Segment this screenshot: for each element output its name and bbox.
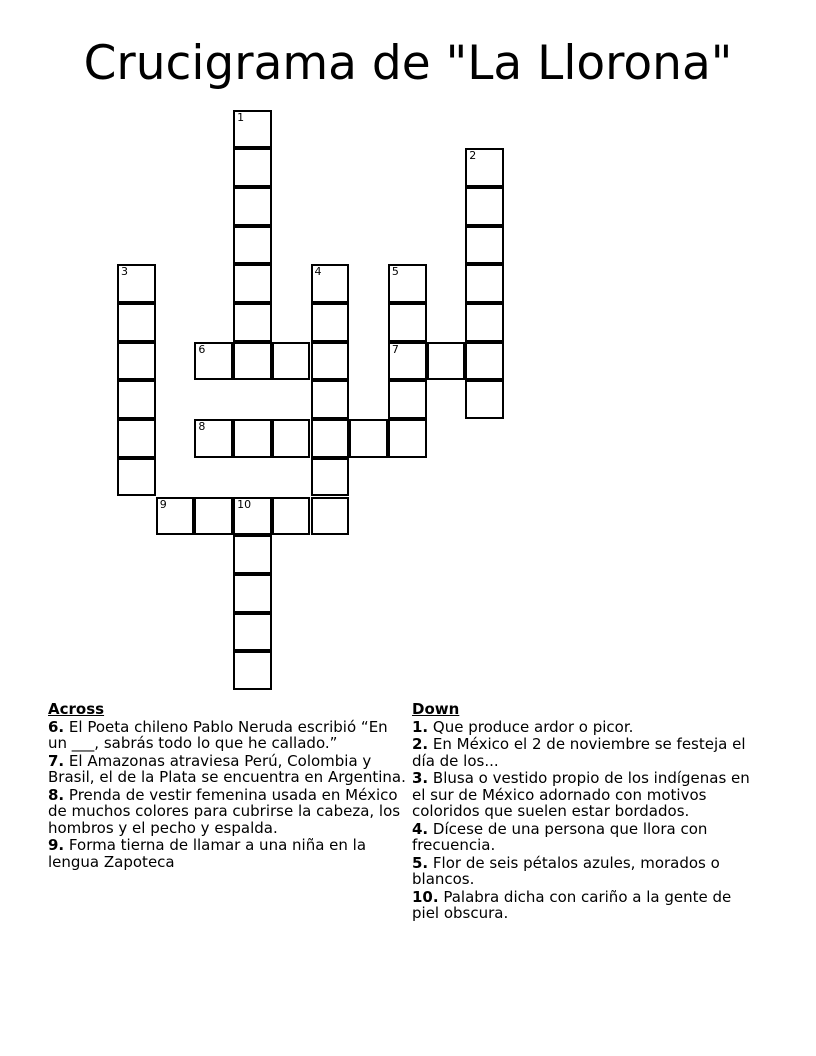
cell-number: 7 bbox=[391, 342, 399, 356]
crossword-cell[interactable] bbox=[388, 380, 427, 419]
cell-number: 4 bbox=[314, 265, 322, 279]
crossword-cell[interactable] bbox=[233, 535, 272, 574]
crossword-cell[interactable] bbox=[233, 187, 272, 226]
clue-down-3 bbox=[412, 770, 762, 820]
crossword-cell[interactable] bbox=[233, 613, 272, 652]
clue-text: Prenda de vestir femenina usada en México de muchos colores para cubrirse la cabeza, los hombros y el pecho y espalda. bbox=[48, 785, 401, 837]
clue-number: 7. bbox=[48, 751, 65, 770]
crossword-cell[interactable] bbox=[465, 187, 504, 226]
crossword-cell[interactable] bbox=[117, 419, 156, 458]
cell-number: 3 bbox=[121, 265, 128, 279]
crossword-cell[interactable] bbox=[388, 303, 427, 342]
crossword-cell[interactable] bbox=[117, 303, 156, 342]
crossword-cell[interactable] bbox=[465, 342, 504, 381]
crossword-cell[interactable] bbox=[311, 419, 350, 458]
cell-number: 6 bbox=[198, 342, 206, 356]
clue-number: 6. bbox=[48, 717, 65, 736]
cell-number: 1 bbox=[237, 110, 245, 124]
down-heading: Down bbox=[412, 700, 460, 718]
clue-number: 4. bbox=[412, 819, 429, 838]
clue-text: Forma tierna de llamar a una niña en la lengua Zapoteca bbox=[48, 836, 367, 871]
page-title: Crucigrama de "La Llorona" bbox=[83, 36, 733, 91]
crossword-cell[interactable] bbox=[233, 226, 272, 265]
crossword-cell[interactable] bbox=[388, 419, 427, 458]
crossword-cell[interactable] bbox=[465, 303, 504, 342]
clue-text: Flor de seis pétalos azules, morados o blancos. bbox=[412, 853, 720, 888]
across-heading: Across bbox=[48, 700, 105, 718]
cell-number: 9 bbox=[159, 497, 167, 511]
clue-text: Palabra dicha con cariño a la gente de piel obscura. bbox=[412, 887, 732, 922]
clue-across-9 bbox=[48, 837, 406, 870]
crossword-cell[interactable] bbox=[465, 148, 504, 187]
clue-text: Dícese de una persona que llora con frecuencia. bbox=[412, 819, 708, 854]
cell-number: 5 bbox=[391, 265, 399, 279]
crossword-cell[interactable] bbox=[388, 342, 427, 381]
clue-down-10 bbox=[412, 889, 762, 922]
clue-text: Que produce ardor o picor. bbox=[432, 717, 634, 736]
crossword-cell[interactable] bbox=[311, 303, 350, 342]
clue-across-6 bbox=[48, 719, 406, 752]
clue-down-4 bbox=[412, 821, 762, 854]
crossword-cell[interactable] bbox=[311, 380, 350, 419]
crossword-cell[interactable] bbox=[272, 419, 311, 458]
crossword-cell[interactable] bbox=[427, 342, 466, 381]
crossword-cell[interactable] bbox=[117, 458, 156, 497]
clue-across-7 bbox=[48, 753, 406, 786]
crossword-cell[interactable] bbox=[388, 264, 427, 303]
crossword-cell[interactable] bbox=[194, 497, 233, 536]
crossword-cell[interactable] bbox=[233, 264, 272, 303]
crossword-cell[interactable] bbox=[233, 148, 272, 187]
crossword-cell[interactable] bbox=[465, 264, 504, 303]
crossword-cell[interactable] bbox=[233, 110, 272, 149]
clue-text: Blusa o vestido propio de los indígenas en el sur de México adornado con motivos coloridos que suelen estar bordados. bbox=[412, 769, 750, 820]
cell-number: 2 bbox=[469, 149, 477, 163]
down-clues bbox=[412, 701, 762, 923]
crossword-cell[interactable] bbox=[233, 419, 272, 458]
crossword-cell[interactable] bbox=[349, 419, 388, 458]
crossword-cell[interactable] bbox=[311, 458, 350, 497]
across-clues bbox=[48, 701, 406, 871]
clue-number: 9. bbox=[48, 836, 65, 854]
crossword-cell[interactable] bbox=[194, 419, 233, 458]
clue-number: 5. bbox=[412, 853, 429, 872]
clue-text: El Poeta chileno Pablo Neruda escribió “En un ___, sabrás todo lo que he callado.” bbox=[48, 717, 388, 752]
cell-number: 10 bbox=[237, 497, 252, 511]
clue-down-5 bbox=[412, 855, 762, 888]
crossword-cell[interactable] bbox=[233, 574, 272, 613]
clue-across-8 bbox=[48, 787, 406, 837]
crossword-cell[interactable] bbox=[311, 264, 350, 303]
clue-number: 3. bbox=[412, 769, 429, 787]
crossword-cell[interactable] bbox=[233, 651, 272, 690]
clue-text: El Amazonas atraviesa Perú, Colombia y Brasil, el de la Plata se encuentra en Argentina. bbox=[48, 751, 406, 786]
crossword-cell[interactable] bbox=[156, 497, 195, 536]
crossword-cell[interactable] bbox=[233, 303, 272, 342]
crossword-cell[interactable] bbox=[465, 380, 504, 419]
crossword-cell[interactable] bbox=[233, 342, 272, 381]
crossword-cell[interactable] bbox=[311, 497, 350, 536]
clue-number: 10. bbox=[412, 887, 439, 906]
crossword-cell[interactable] bbox=[465, 226, 504, 265]
crossword-cell[interactable] bbox=[194, 342, 233, 381]
crossword-cell[interactable] bbox=[272, 342, 311, 381]
clue-down-1 bbox=[412, 719, 762, 736]
crossword-cell[interactable] bbox=[233, 497, 272, 536]
crossword-cell[interactable] bbox=[117, 342, 156, 381]
crossword-cell[interactable] bbox=[117, 380, 156, 419]
clue-down-2 bbox=[412, 736, 762, 769]
clue-number: 8. bbox=[48, 785, 65, 804]
clue-number: 1. bbox=[412, 717, 429, 736]
clue-text: En México el 2 de noviembre se festeja el día de los... bbox=[412, 735, 746, 770]
crossword-cell[interactable] bbox=[117, 264, 156, 303]
clue-number: 2. bbox=[412, 735, 429, 753]
cell-number: 8 bbox=[198, 420, 206, 434]
crossword-cell[interactable] bbox=[311, 342, 350, 381]
crossword-cell[interactable] bbox=[272, 497, 311, 536]
